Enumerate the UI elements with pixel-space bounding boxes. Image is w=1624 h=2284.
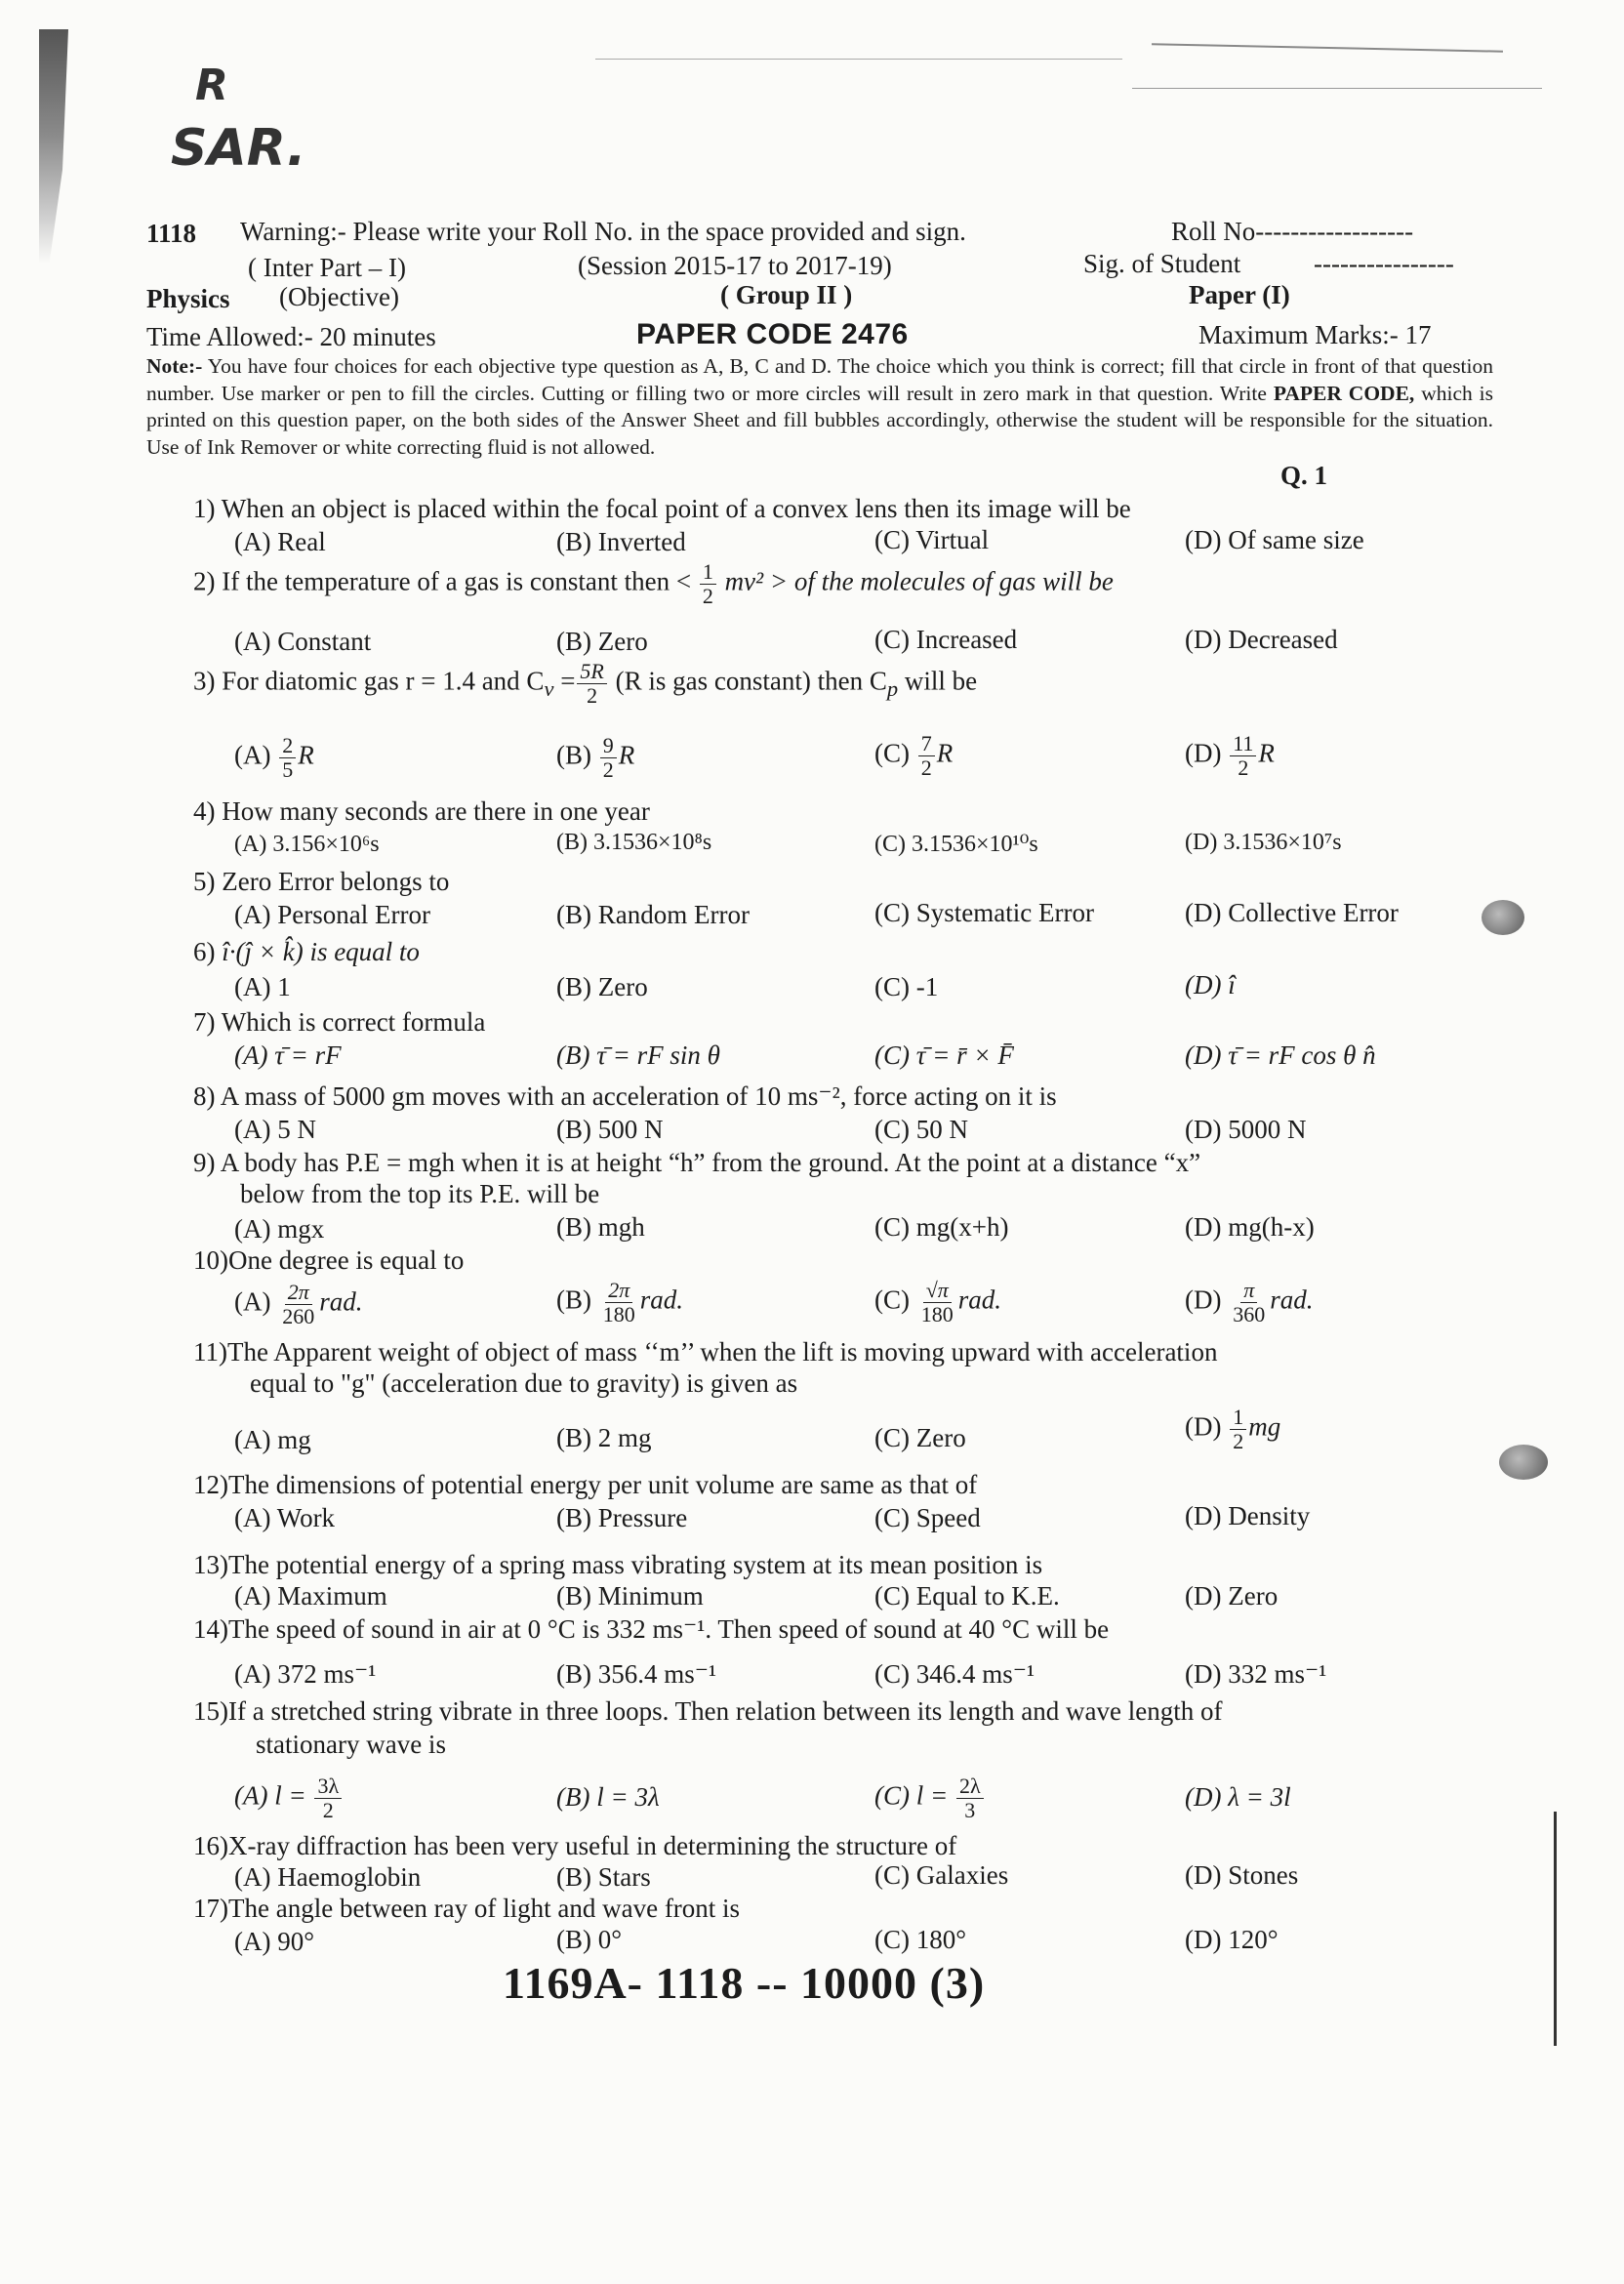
- option-c: (C) Systematic Error: [874, 898, 1094, 927]
- question-number: 4): [193, 796, 216, 826]
- option-c: (C) l = $\frac{2\lambda}{3}$: [874, 1774, 986, 1822]
- warning-text: Warning:- Please write your Roll No. in the space provided and sign.: [240, 217, 966, 246]
- fraction: $\frac{1}{2}$: [700, 560, 716, 608]
- signature-line: ----------------: [1314, 249, 1454, 278]
- question-10: [193, 1245, 464, 1276]
- scan-streak: [595, 59, 1122, 60]
- question-12: [193, 1470, 977, 1500]
- question-text: will be: [904, 666, 978, 696]
- question-number: 7): [193, 1007, 216, 1037]
- option-a: (A) 372 ms⁻¹: [234, 1659, 377, 1689]
- option-a: (A) Real: [234, 527, 326, 556]
- option-d: (D) 332 ms⁻¹: [1185, 1659, 1327, 1689]
- option-a: (A) $\frac{2\pi}{260}$ rad.: [234, 1280, 363, 1328]
- option-d: (D) Of same size: [1185, 525, 1364, 554]
- option-a: (A) Maximum: [234, 1581, 387, 1611]
- scan-shadow: [39, 29, 68, 264]
- option-a: (A) mgx: [234, 1214, 325, 1244]
- option-a: (A) Haemoglobin: [234, 1862, 422, 1892]
- option-d: (D) 120°: [1185, 1925, 1279, 1954]
- option-d: (D) $\frac{11}{2}$ R: [1185, 731, 1275, 780]
- option-d: (D) 5000 N: [1185, 1115, 1307, 1144]
- option-c: (C) $\frac{7}{2}$ R: [874, 731, 954, 780]
- time-allowed: Time Allowed:- 20 minutes: [146, 322, 436, 351]
- question-text: If the temperature of a gas is constant then <: [222, 566, 692, 596]
- question-9: [193, 1148, 1200, 1178]
- option-c: (C) $\frac{√\pi}{180}$ rad.: [874, 1278, 1002, 1326]
- option-d: (D) $\frac{\pi}{360}$ rad.: [1185, 1278, 1314, 1326]
- option-a: (A) 3.156×10⁶s: [234, 832, 380, 857]
- option-c: (C) Equal to K.E.: [874, 1581, 1060, 1611]
- option-d: (D) $\frac{1}{2}$ mg: [1185, 1405, 1281, 1453]
- option-c: (C) Virtual: [874, 525, 990, 554]
- margin-line: [1554, 1812, 1557, 2046]
- question-14: [193, 1614, 1109, 1645]
- question-number: 3): [193, 666, 216, 696]
- option-c: (C) Speed: [874, 1503, 981, 1532]
- question-text: Zero Error belongs to: [222, 867, 450, 896]
- option-d: (D) Zero: [1185, 1581, 1279, 1611]
- option-c: (C) τ̄ = r̄ × F̄: [874, 1040, 1014, 1070]
- option-b: (B) Stars: [556, 1862, 651, 1892]
- option-b: (B) l = 3λ: [556, 1782, 660, 1812]
- question-text: A body has P.E = mgh when it is at height “h” from the ground. At the point at a distance “x”: [220, 1148, 1201, 1177]
- question-number: 16): [193, 1831, 228, 1860]
- question-17: [193, 1894, 740, 1924]
- question-number: 6): [193, 937, 216, 966]
- question-text: The Apparent weight of object of mass ‘‘m’’ when the lift is moving upward with acceleration: [227, 1337, 1218, 1366]
- paper-number: 1118: [146, 219, 197, 248]
- question-text: mv² > of the molecules of gas will be: [724, 566, 1114, 596]
- option-b: (B) τ̄ = rF sin θ: [556, 1040, 720, 1070]
- question-text: î·(ĵ × k̂) is equal to: [222, 937, 420, 966]
- option-d: (D) mg(h-x): [1185, 1212, 1315, 1242]
- question-number: 14): [193, 1614, 228, 1644]
- question-number: 10): [193, 1245, 228, 1275]
- note-bold: PAPER CODE,: [1273, 381, 1415, 405]
- option-b: (B) 356.4 ms⁻¹: [556, 1659, 717, 1689]
- instructions-note: [146, 353, 1493, 461]
- option-a: (A) Work: [234, 1503, 336, 1532]
- question-text: When an object is placed within the focal point of a convex lens then its image will be: [221, 494, 1131, 523]
- option-c: (C) Increased: [874, 625, 1018, 654]
- question-text: The speed of sound in air at 0 °C is 332 ms⁻¹. Then speed of sound at 40 °C will be: [228, 1614, 1110, 1644]
- option-b: (B) Inverted: [556, 527, 686, 556]
- option-a: (A) 90°: [234, 1927, 315, 1956]
- option-a: (A) Personal Error: [234, 900, 430, 929]
- question-15: [193, 1696, 1222, 1727]
- option-d: (D) 3.1536×10⁷s: [1185, 830, 1342, 855]
- paper-label: Paper (I): [1189, 280, 1290, 309]
- question-text: The angle between ray of light and wave front is: [228, 1894, 741, 1923]
- roll-no: Roll No------------------: [1171, 217, 1414, 246]
- question-1: [193, 494, 1131, 524]
- question-3: 3) For diatomic gas r = 1.4 and $C_v$ = $\frac{5R}{2}$ (R is gas constant) then $C_p$ will be: [193, 659, 978, 708]
- option-b: (B) Zero: [556, 627, 648, 656]
- option-c: (C) 3.1536×10¹⁰s: [874, 832, 1038, 857]
- option-b: (B) 500 N: [556, 1115, 664, 1144]
- group: ( Group II ): [720, 280, 853, 309]
- question-number: 15): [193, 1696, 228, 1726]
- question-number: 13): [193, 1550, 228, 1579]
- option-b: (B) Minimum: [556, 1581, 704, 1611]
- option-d: (D) Stones: [1185, 1860, 1299, 1890]
- option-a: (A) 5 N: [234, 1115, 316, 1144]
- option-c: (C) -1: [874, 972, 939, 1001]
- scan-streak: [1152, 43, 1503, 53]
- option-d: (D) Collective Error: [1185, 898, 1399, 927]
- question-number: 9): [193, 1148, 216, 1177]
- option-c: (C) Zero: [874, 1423, 966, 1452]
- option-b: (B) 2 mg: [556, 1423, 652, 1452]
- question-11-continued: equal to "g" (acceleration due to gravity) is given as: [250, 1368, 798, 1398]
- option-c: (C) 50 N: [874, 1115, 968, 1144]
- question-text: X-ray diffraction has been very useful in determining the structure of: [228, 1831, 957, 1860]
- question-4: [193, 796, 650, 827]
- question-heading: Q. 1: [1280, 461, 1328, 490]
- question-text: One degree is equal to: [228, 1245, 465, 1275]
- question-16: [193, 1831, 956, 1861]
- note-label: Note:-: [146, 354, 203, 378]
- question-text: A mass of 5000 gm moves with an acceleration of 10 ms⁻², force acting on it is: [220, 1081, 1057, 1111]
- question-text: If a stretched string vibrate in three loops. Then relation between its length and wave length of: [228, 1696, 1223, 1726]
- option-d: (D) Density: [1185, 1501, 1311, 1530]
- fraction: $\frac{5R}{2}$: [577, 660, 606, 708]
- option-b: (B) $\frac{2\pi}{180}$ rad.: [556, 1278, 684, 1326]
- question-text: The dimensions of potential energy per unit volume are same as that of: [228, 1470, 978, 1499]
- option-b: (B) 3.1536×10⁸s: [556, 830, 712, 855]
- option-d: (D) τ̄ = rF cos θ n̂: [1185, 1040, 1376, 1070]
- question-15-continued: stationary wave is: [256, 1730, 446, 1759]
- option-d: (D) î: [1185, 970, 1236, 999]
- subject: Physics: [146, 284, 230, 313]
- option-b: (B) mgh: [556, 1212, 645, 1242]
- question-number: 5): [193, 867, 216, 896]
- option-a: (A) l = $\frac{3\lambda}{2}$: [234, 1774, 344, 1822]
- question-number: 1): [193, 494, 216, 523]
- question-text: Which is correct formula: [221, 1007, 486, 1037]
- question-text: The potential energy of a spring mass vibrating system at its mean position is: [228, 1550, 1043, 1579]
- question-8: [193, 1081, 1057, 1112]
- question-text: (R is gas constant) then C: [615, 666, 887, 696]
- question-2: [193, 560, 1114, 608]
- option-a: (A) τ̄ = rF: [234, 1040, 342, 1070]
- question-text: For diatomic gas r = 1.4 and C: [222, 666, 545, 696]
- option-d: (D) Decreased: [1185, 625, 1338, 654]
- option-a: (A) $\frac{2}{5}$ R: [234, 733, 314, 782]
- option-c: (C) 180°: [874, 1925, 967, 1954]
- handwritten-name: SAR.: [171, 119, 306, 178]
- handwritten-initial: R: [195, 61, 228, 110]
- option-a: (A) 1: [234, 972, 291, 1001]
- question-5: [193, 867, 449, 897]
- maximum-marks: Maximum Marks:- 17: [1198, 320, 1432, 349]
- question-number: 11): [193, 1337, 227, 1366]
- scan-streak: [1132, 88, 1542, 89]
- question-number: 12): [193, 1470, 228, 1499]
- paper-footer-code: 1169A- 1118 -- 10000 (3): [503, 1958, 986, 2008]
- paper-code: PAPER CODE 2476: [636, 318, 909, 350]
- question-number: 17): [193, 1894, 228, 1923]
- ink-blot: [1482, 900, 1524, 935]
- question-number: 8): [193, 1081, 216, 1111]
- note-text: which is printed on this question paper, on the both sides of the Answer Sheet and fill bubbles accordingly, otherwise the student will be responsible for the situation. Use of Ink Remover or white correcting fluid is not allowed.: [146, 381, 1494, 459]
- student-signature: Sig. of Student: [1083, 249, 1241, 278]
- option-b: (B) 0°: [556, 1925, 623, 1954]
- note-text: You have four choices for each objective type question as A, B, C and D. The choice which you think is correct; fill that circle in front of that question number. Use marker or pen to fill the circles. Cutting or filling two or more circles will result in zero mark in that question. Write: [146, 354, 1494, 405]
- question-7: [193, 1007, 485, 1038]
- inter-part: ( Inter Part – I): [248, 253, 406, 282]
- option-c: (C) Galaxies: [874, 1860, 1009, 1890]
- question-9-continued: below from the top its P.E. will be: [240, 1179, 600, 1208]
- option-b: (B) $\frac{9}{2}$ R: [556, 733, 635, 782]
- option-b: (B) Pressure: [556, 1503, 688, 1532]
- question-number: 2): [193, 566, 216, 596]
- question-text: How many seconds are there in one year: [222, 796, 650, 826]
- paper-type: (Objective): [279, 282, 399, 311]
- question-13: [193, 1550, 1042, 1580]
- ink-blot: [1499, 1445, 1548, 1480]
- option-b: (B) Zero: [556, 972, 648, 1001]
- session: (Session 2015-17 to 2017-19): [578, 251, 892, 280]
- question-11: [193, 1337, 1217, 1367]
- option-a: (A) Constant: [234, 627, 372, 656]
- option-b: (B) Random Error: [556, 900, 750, 929]
- option-c: (C) 346.4 ms⁻¹: [874, 1659, 1035, 1689]
- question-6: [193, 937, 420, 967]
- option-d: (D) λ = 3l: [1185, 1782, 1291, 1812]
- option-c: (C) mg(x+h): [874, 1212, 1009, 1242]
- option-a: (A) mg: [234, 1425, 311, 1454]
